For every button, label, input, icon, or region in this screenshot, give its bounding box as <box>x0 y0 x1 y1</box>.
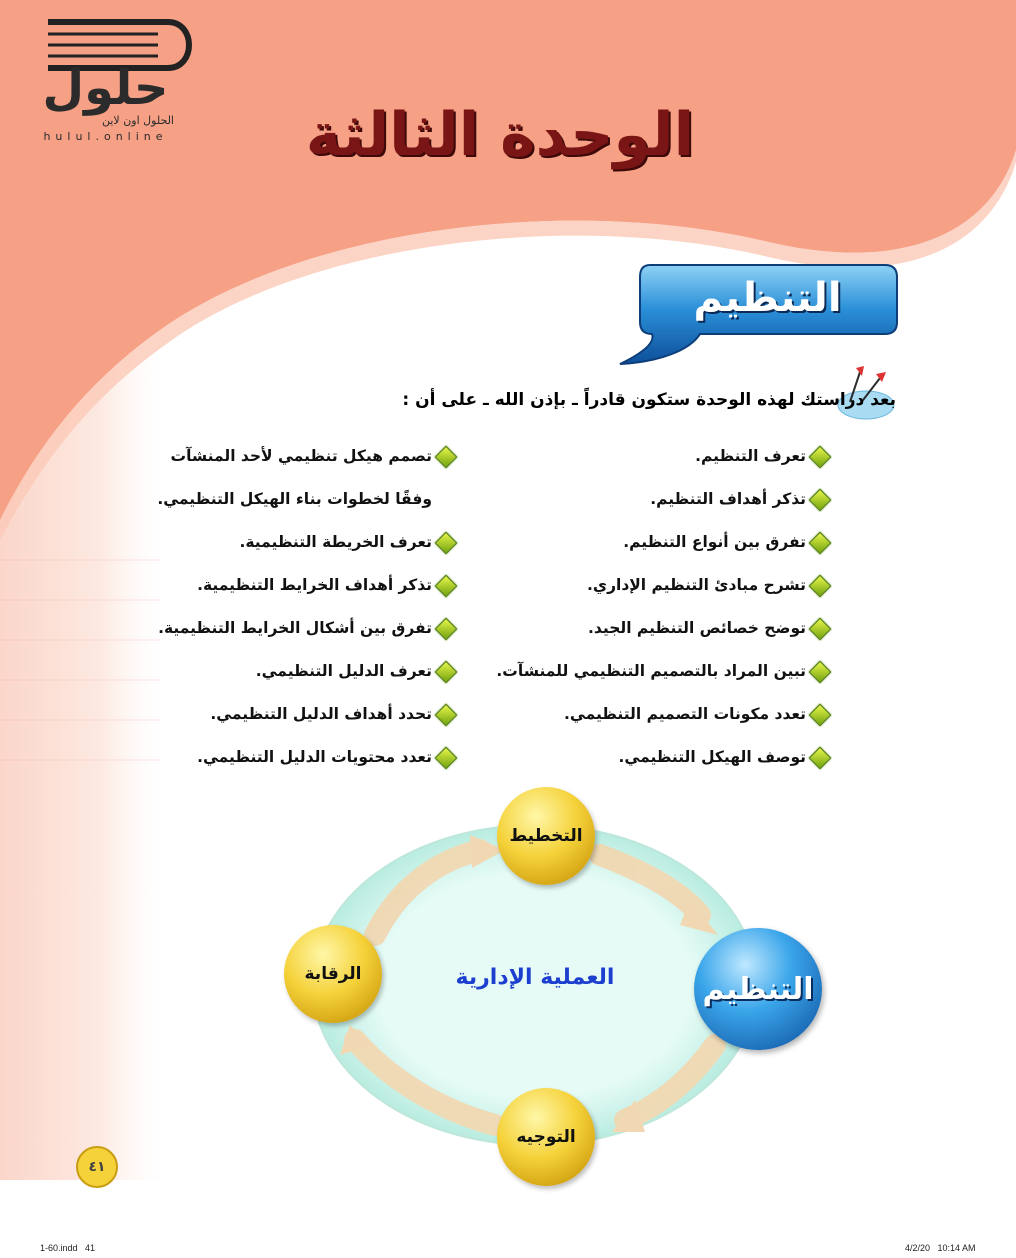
list-item: توضح خصائص التنظيم الجيد. <box>448 607 828 650</box>
bullet-diamond-icon <box>809 488 832 511</box>
bullet-diamond-icon <box>809 703 832 726</box>
list-item: وفقًا لخطوات بناء الهيكل التنظيمي. <box>157 490 432 508</box>
intro-text: بعد دراستك لهذه الوحدة ستكون قادراً ـ بإذن الله ـ على أن : <box>402 390 896 410</box>
cycle-node-directing: التوجيه <box>497 1088 595 1186</box>
logo-latin-text: hulul.online <box>43 130 168 143</box>
list-item: تشرح مبادئ التنظيم الإداري. <box>448 564 828 607</box>
logo-sub-text: الحلول اون لاين <box>102 114 174 127</box>
list-item: تصمم هيكل تنظيمي لأحد المنشآت <box>34 435 454 478</box>
list-item: تذكر أهداف التنظيم. <box>448 478 828 521</box>
bullet-diamond-icon <box>809 445 832 468</box>
bullet-diamond-icon <box>435 617 458 640</box>
list-item: تعرف التنظيم. <box>448 435 828 478</box>
cycle-node-control: الرقابة <box>284 925 382 1023</box>
list-item: تعدد محتويات الدليل التنظيمي. <box>34 736 454 779</box>
list-item: تعدد مكونات التصميم التنظيمي. <box>448 693 828 736</box>
bullet-diamond-icon <box>809 574 832 597</box>
list-item: تبين المراد بالتصميم التنظيمي للمنشآت. <box>448 650 828 693</box>
footer-timestamp: 4/2/20 10:14 AM <box>905 1243 976 1253</box>
bullet-diamond-icon <box>435 746 458 769</box>
footer-file-name: 1-60.indd 41 <box>40 1243 96 1253</box>
list-item: تفرق بين أشكال الخرايط التنظيمية. <box>34 607 454 650</box>
bullet-diamond-icon <box>435 703 458 726</box>
objectives-left-list <box>34 435 454 779</box>
cycle-node-planning: التخطيط <box>497 787 595 885</box>
page-number: ٤١ <box>88 1159 106 1175</box>
list-item: تعرف الدليل التنظيمي. <box>34 650 454 693</box>
bullet-diamond-icon <box>809 660 832 683</box>
bullet-diamond-icon <box>435 445 458 468</box>
bullet-diamond-icon <box>435 531 458 554</box>
unit-title: الوحدة الثالثة <box>305 100 695 170</box>
logo-main-text: حلول <box>42 60 169 116</box>
bullet-diamond-icon <box>435 660 458 683</box>
cycle-node-organizing: التنظيم <box>694 928 822 1050</box>
bullet-diamond-icon <box>809 531 832 554</box>
topic-label: التنظيم <box>693 275 842 321</box>
list-item: تذكر أهداف الخرايط التنظيمية. <box>34 564 454 607</box>
list-item: تعرف الخريطة التنظيمية. <box>34 521 454 564</box>
list-item: توصف الهيكل التنظيمي. <box>448 736 828 779</box>
bullet-diamond-icon <box>809 617 832 640</box>
objectives-right-list <box>448 435 828 779</box>
hulul-logo <box>18 8 198 148</box>
bullet-diamond-icon <box>809 746 832 769</box>
cycle-center-label: العملية الإدارية <box>455 965 615 990</box>
list-item: تفرق بين أنواع التنظيم. <box>448 521 828 564</box>
bullet-diamond-icon <box>435 574 458 597</box>
list-item: تحدد أهداف الدليل التنظيمي. <box>34 693 454 736</box>
